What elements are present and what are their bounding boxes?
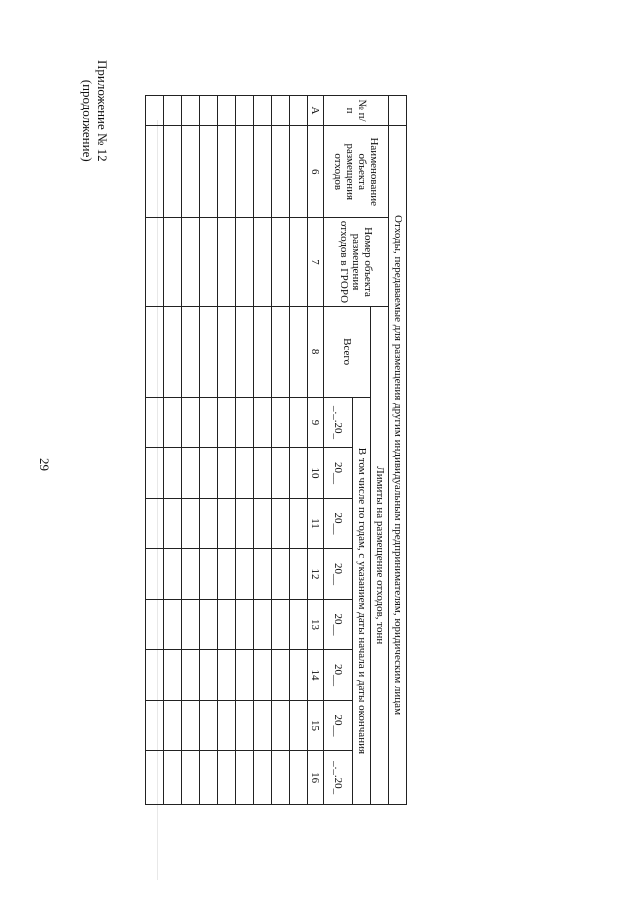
table-cell — [146, 751, 164, 805]
table-cell — [199, 700, 217, 750]
table-cell — [217, 218, 235, 306]
table-cell — [182, 218, 200, 306]
column-number-row — [307, 96, 323, 805]
appendix-title: Приложение № 12 — [95, 60, 110, 162]
table-cell — [253, 397, 271, 447]
table-cell — [289, 448, 307, 498]
table-cell — [199, 498, 217, 548]
table-cell — [217, 751, 235, 805]
column-number: 11 — [307, 498, 323, 548]
header-year: 20__ — [323, 498, 353, 548]
appendix-heading — [80, 60, 110, 162]
table-cell — [271, 498, 289, 548]
header-limits: Лимиты на размещение отходов, тонн — [371, 306, 389, 804]
table-cell — [164, 397, 182, 447]
table-cell — [271, 218, 289, 306]
table-cell — [235, 751, 253, 805]
table-cell — [182, 126, 200, 218]
table-cell — [235, 218, 253, 306]
table-cell — [199, 218, 217, 306]
table-cell — [146, 599, 164, 649]
table-cell — [199, 650, 217, 700]
header-groro-number: Номер объекта размещения отходов в ГРОРО — [323, 218, 388, 306]
table-cell — [182, 700, 200, 750]
table-cell — [289, 700, 307, 750]
table-row — [217, 96, 235, 805]
table-cell — [289, 397, 307, 447]
header-number: № п/п — [323, 96, 388, 126]
table-cell — [217, 549, 235, 599]
column-number: 7 — [307, 218, 323, 306]
header-years-group: В том числе по годам, с указанием даты начала и даты окончания — [353, 397, 371, 804]
table-cell — [289, 599, 307, 649]
table-cell — [182, 599, 200, 649]
table-cell — [182, 650, 200, 700]
table-cell — [235, 650, 253, 700]
table-cell — [217, 306, 235, 397]
header-year: 20__ — [323, 549, 353, 599]
table-cell — [289, 498, 307, 548]
table-cell — [217, 498, 235, 548]
table-cell — [182, 306, 200, 397]
table-cell — [253, 448, 271, 498]
table-cell — [235, 96, 253, 126]
table-cell — [271, 448, 289, 498]
table-cell — [182, 549, 200, 599]
table-cell — [182, 498, 200, 548]
table-cell — [164, 306, 182, 397]
table-cell — [164, 96, 182, 126]
page-number: 29 — [37, 458, 52, 471]
table-cell — [271, 306, 289, 397]
table-row — [289, 96, 307, 805]
table-cell — [217, 599, 235, 649]
table-cell — [289, 96, 307, 126]
table-cell — [182, 751, 200, 805]
table-cell — [289, 126, 307, 218]
table-cell — [271, 751, 289, 805]
table-cell — [199, 599, 217, 649]
waste-table-container — [145, 95, 407, 805]
table-cell — [235, 498, 253, 548]
table-cell — [235, 599, 253, 649]
table-cell — [164, 751, 182, 805]
column-number: 14 — [307, 650, 323, 700]
table-cell — [217, 96, 235, 126]
table-cell — [289, 218, 307, 306]
table-cell — [235, 448, 253, 498]
table-row — [235, 96, 253, 805]
table-cell — [253, 549, 271, 599]
table-cell — [271, 650, 289, 700]
table-cell — [253, 96, 271, 126]
header-year: 20__ — [323, 448, 353, 498]
table-cell — [253, 306, 271, 397]
table-cell — [217, 650, 235, 700]
table-cell — [235, 549, 253, 599]
table-cell — [164, 126, 182, 218]
header-year: 20__ — [323, 650, 353, 700]
column-number: А — [307, 96, 323, 126]
table-cell — [235, 397, 253, 447]
table-cell — [164, 218, 182, 306]
table-body — [146, 96, 308, 805]
header-total: Всего — [323, 306, 371, 397]
column-number: 15 — [307, 700, 323, 750]
table-cell — [271, 126, 289, 218]
table-cell — [146, 549, 164, 599]
column-number: 10 — [307, 448, 323, 498]
table-cell — [289, 751, 307, 805]
table-cell — [253, 599, 271, 649]
header-year: 20__ — [323, 700, 353, 750]
table-cell — [182, 397, 200, 447]
table-row — [146, 96, 164, 805]
header-year: _._.20_ — [323, 397, 353, 447]
table-cell — [146, 650, 164, 700]
table-cell — [289, 549, 307, 599]
table-cell — [271, 700, 289, 750]
table-corner-cell — [389, 96, 407, 126]
table-cell — [164, 599, 182, 649]
table-cell — [289, 306, 307, 397]
table-cell — [199, 306, 217, 397]
table-cell — [146, 96, 164, 126]
table-row — [253, 96, 271, 805]
header-year: _._.20_ — [323, 751, 353, 805]
table-cell — [253, 218, 271, 306]
column-number: 8 — [307, 306, 323, 397]
table-row — [199, 96, 217, 805]
table-cell — [199, 448, 217, 498]
table-cell — [271, 96, 289, 126]
table-cell — [146, 218, 164, 306]
appendix-subtitle: (продолжение) — [80, 79, 95, 162]
table-cell — [253, 498, 271, 548]
table-cell — [199, 549, 217, 599]
table-cell — [271, 549, 289, 599]
table-cell — [146, 448, 164, 498]
table-cell — [199, 751, 217, 805]
table-cell — [253, 650, 271, 700]
table-cell — [182, 448, 200, 498]
table-cell — [289, 650, 307, 700]
table-cell — [146, 126, 164, 218]
header-year: 20__ — [323, 599, 353, 649]
column-number: 6 — [307, 126, 323, 218]
column-number: 13 — [307, 599, 323, 649]
table-cell — [164, 549, 182, 599]
table-caption: Отходы, передаваемые для размещения другим индивидуальным предпринимателям, юридическим лицам — [389, 126, 407, 805]
table-row — [164, 96, 182, 805]
table-cell — [146, 397, 164, 447]
table-cell — [253, 700, 271, 750]
header-object-name: Наименование объекта размещения отходов — [323, 126, 388, 218]
table-cell — [235, 306, 253, 397]
table-cell — [146, 700, 164, 750]
table-cell — [146, 498, 164, 548]
table-cell — [146, 306, 164, 397]
table-cell — [164, 448, 182, 498]
column-number: 9 — [307, 397, 323, 447]
table-cell — [235, 126, 253, 218]
table-cell — [217, 700, 235, 750]
table-cell — [217, 448, 235, 498]
table-row — [271, 96, 289, 805]
table-cell — [199, 96, 217, 126]
table-cell — [182, 96, 200, 126]
table-cell — [235, 700, 253, 750]
table-cell — [164, 700, 182, 750]
table-cell — [164, 498, 182, 548]
table-cell — [199, 397, 217, 447]
table-cell — [164, 650, 182, 700]
table-cell — [217, 397, 235, 447]
table-cell — [271, 397, 289, 447]
column-number: 16 — [307, 751, 323, 805]
table-cell — [253, 751, 271, 805]
table-row — [182, 96, 200, 805]
table-cell — [217, 126, 235, 218]
table-cell — [199, 126, 217, 218]
waste-transfer-table — [145, 95, 407, 805]
column-number: 12 — [307, 549, 323, 599]
table-cell — [253, 126, 271, 218]
table-cell — [271, 599, 289, 649]
